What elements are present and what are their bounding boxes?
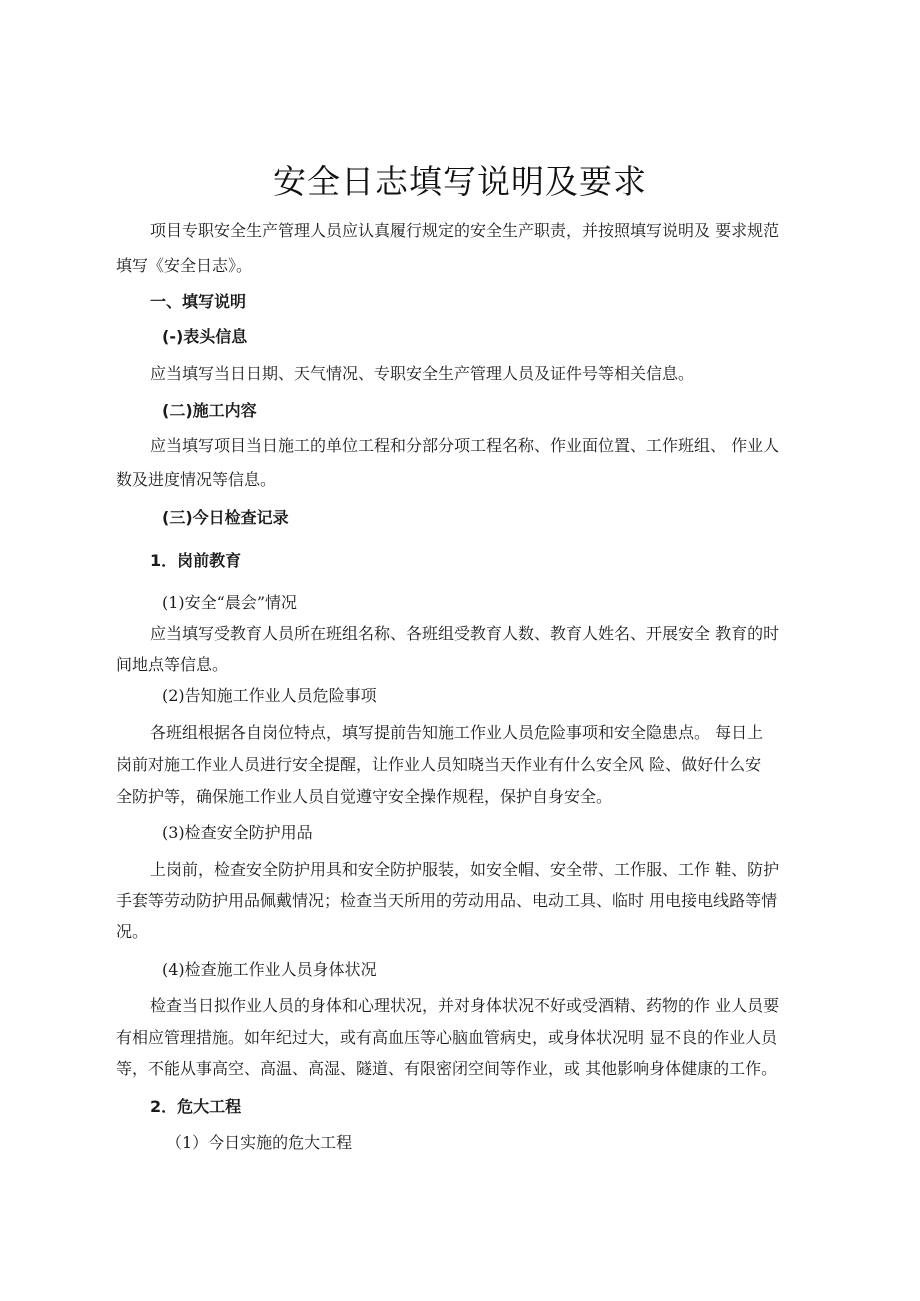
sub-text-protective-gear-2: 手套等劳动防护用品佩戴情况；检查当天所用的劳动用品、电动工具、临时 用电接电线路等情 [116, 891, 778, 910]
sub-text-protective-gear-3: 况。 [116, 922, 149, 941]
sub-heading-health: (4)检查施工作业人员身体状况 [162, 960, 377, 979]
item-heading-major-hazard: 2．危大工程 [150, 1097, 242, 1116]
part-heading-inspection: (三)今日检查记录 [162, 508, 289, 527]
sub-text-health-3: 等，不能从事高空、高温、高湿、隧道、有限密闭空间等作业，或 其他影响身体健康的工作。 [116, 1059, 778, 1078]
sub-text-health-2: 有相应管理措施。如年纪过大，或有高血压等心脑血管病史，或身体状况明 显不良的作业人员 [116, 1028, 778, 1047]
part-heading-construction: (二)施工内容 [162, 401, 257, 420]
part-text-construction-1: 应当填写项目当日施工的单位工程和分部分项工程名称、作业面位置、工作班组、 作业人 [150, 436, 780, 455]
sub-text-protective-gear-1: 上岗前，检查安全防护用具和安全防护服装，如安全帽、安全带、工作服、工作 鞋、防护 [150, 860, 780, 879]
sub-text-morning-meeting-1: 应当填写受教育人员所在班组名称、各班组受教育人数、教育人姓名、开展安全 教育的时 [150, 624, 780, 643]
sub-text-hazards-3: 全防护等，确保施工作业人员自觉遵守安全操作规程，保护自身安全。 [116, 787, 613, 806]
sub-text-health-1: 检查当日拟作业人员的身体和心理状况，并对身体状况不好或受酒精、药物的作 业人员要 [150, 996, 780, 1015]
intro-line-1: 项目专职安全生产管理人员应认真履行规定的安全生产职责，并按照填写说明及 要求规范 [150, 221, 780, 240]
sub-heading-morning-meeting: (1)安全“晨会”情况 [162, 593, 298, 612]
sub-heading-todays-major-hazard: （1）今日实施的危大工程 [166, 1133, 353, 1152]
section-heading-instructions: 一、填写说明 [150, 292, 247, 311]
sub-heading-protective-gear: (3)检查安全防护用品 [162, 823, 313, 842]
part-text-header-info: 应当填写当日日期、天气情况、专职安全生产管理人员及证件号等相关信息。 [150, 364, 695, 383]
part-text-construction-2: 数及进度情况等信息。 [116, 470, 277, 489]
part-heading-header-info: (-)表头信息 [162, 327, 248, 346]
item-heading-education: 1．岗前教育 [150, 551, 242, 570]
sub-text-hazards-1: 各班组根据各自岗位特点，填写提前告知施工作业人员危险事项和安全隐患点。 每日上 [150, 723, 764, 742]
sub-heading-hazards: (2)告知施工作业人员危险事项 [162, 686, 377, 705]
intro-line-2: 填写《安全日志》。 [116, 256, 253, 275]
sub-text-hazards-2: 岗前对施工作业人员进行安全提醒，让作业人员知晓当天作业有什么安全风 险、做好什么安 [116, 755, 762, 774]
sub-text-morning-meeting-2: 间地点等信息。 [116, 655, 229, 674]
document-title: 安全日志填写说明及要求 [273, 162, 647, 201]
